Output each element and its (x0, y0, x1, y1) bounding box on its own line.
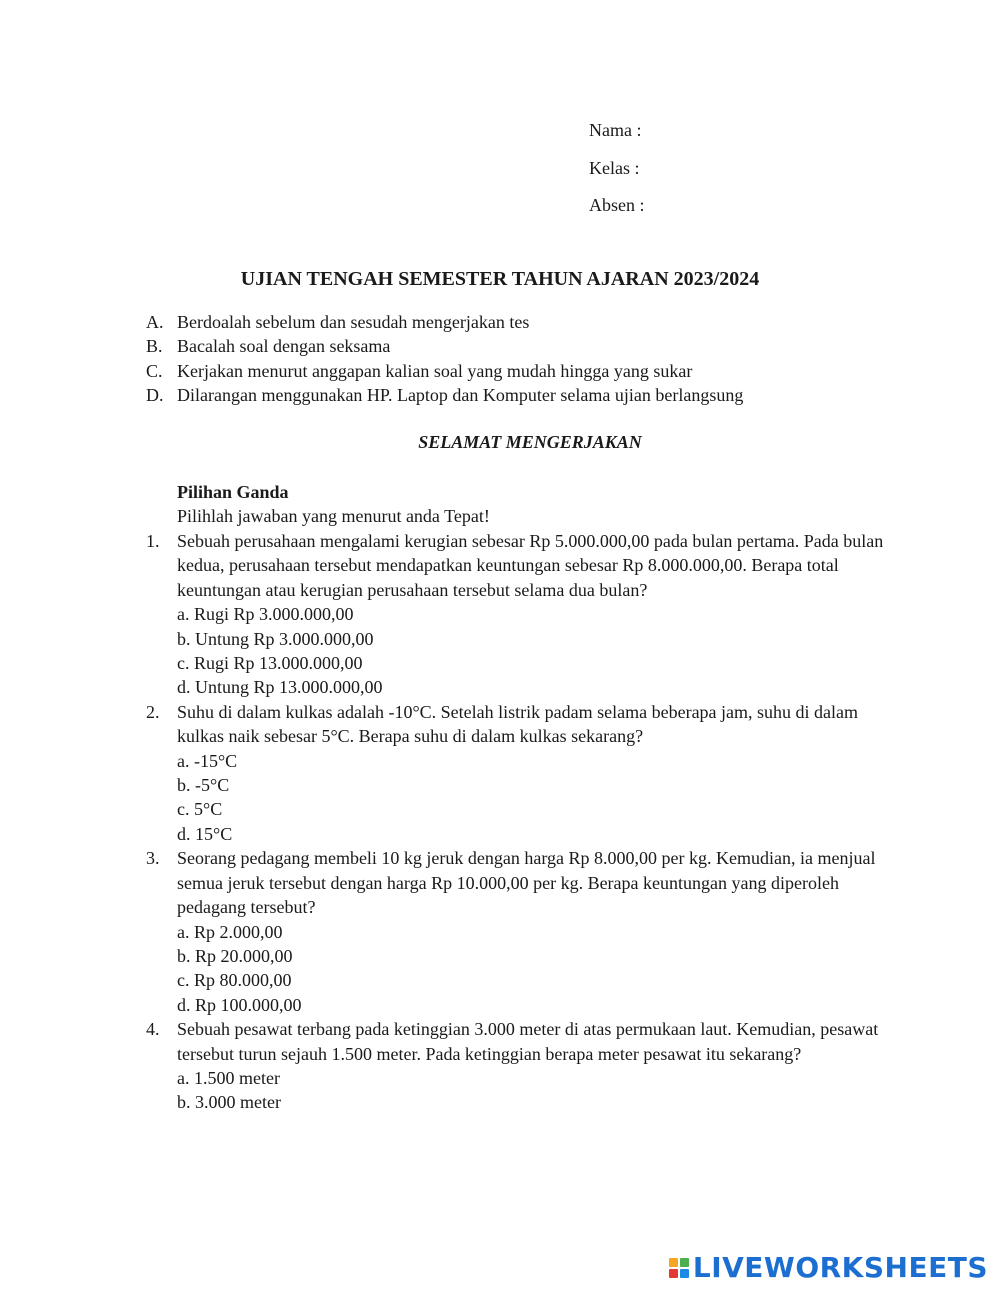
rule-text: Dilarangan menggunakan HP. Laptop dan Komputer selama ujian berlangsung (177, 384, 744, 405)
question-1 (146, 529, 886, 700)
question-number: 4. (146, 1019, 160, 1040)
question-text: Suhu di dalam kulkas adalah -10°C. Setelah listrik padam selama beberapa jam, suhu di dalam kulkas naik sebesar 5°C. Berapa suhu di dalam kulkas sekarang? (177, 701, 859, 747)
logo-square-icon (669, 1269, 678, 1278)
greeting-text: SELAMAT MENGERJAKAN (418, 432, 642, 452)
rules-list (146, 310, 743, 407)
rule-label: C. (146, 360, 163, 381)
answer-option[interactable]: d. 15°C (177, 823, 233, 844)
question-4 (146, 1017, 886, 1115)
liveworksheets-logo[interactable] (669, 1253, 988, 1283)
exam-title: UJIAN TENGAH SEMESTER TAHUN AJARAN 2023/2024 (240, 268, 760, 290)
rule-text: Bacalah soal dengan seksama (177, 336, 391, 357)
nama-label: Nama : (589, 120, 642, 140)
answer-option[interactable]: b. -5°C (177, 775, 230, 796)
rule-label: D. (146, 384, 164, 405)
rule-item (146, 310, 743, 334)
section-instruction: Pilihlah jawaban yang menurut anda Tepat! (177, 506, 490, 527)
rule-item (146, 383, 743, 407)
answer-option[interactable]: b. Untung Rp 3.000.000,00 (177, 628, 374, 649)
question-list (146, 529, 886, 1115)
question-text: Sebuah perusahaan mengalami kerugian sebesar Rp 5.000.000,00 pada bulan pertama. Pada bulan kedua, perusahaan tersebut mendapatkan keuntungan sebesar Rp 8.000.000,00. Berapa total keuntungan atau kerugian perusahaan tersebut selama dua bulan? (177, 531, 884, 600)
answer-option[interactable]: c. Rp 80.000,00 (177, 970, 292, 991)
answer-option[interactable]: b. 3.000 meter (177, 1092, 281, 1113)
question-text: Sebuah pesawat terbang pada ketinggian 3.000 meter di atas permukaan laut. Kemudian, pesawat tersebut turun sejauh 1.500 meter. Pada ketinggian berapa meter pesawat itu sekarang? (177, 1019, 879, 1064)
logo-square-icon (680, 1258, 689, 1267)
answer-option[interactable]: b. Rp 20.000,00 (177, 945, 293, 966)
absen-label: Absen : (589, 195, 645, 215)
logo-square-icon (669, 1258, 678, 1267)
section-header (177, 480, 490, 529)
logo-text: LIVEWORKSHEETS (692, 1251, 988, 1284)
question-text: Seorang pedagang membeli 10 kg jeruk dengan harga Rp 8.000,00 per kg. Kemudian, ia menjual semua jeruk tersebut dengan harga Rp 10.000,00 per kg. Berapa keuntungan yang diperoleh pedagang tersebut? (177, 848, 876, 918)
answer-option[interactable]: d. Rp 100.000,00 (177, 994, 302, 1015)
answer-option[interactable]: a. 1.500 meter (177, 1067, 280, 1088)
answer-option[interactable]: c. Rugi Rp 13.000.000,00 (177, 653, 363, 674)
answer-option[interactable]: a. Rugi Rp 3.000.000,00 (177, 604, 354, 625)
answer-option[interactable]: c. 5°C (177, 799, 223, 820)
question-3 (146, 846, 886, 1017)
rule-item (146, 334, 743, 358)
kelas-label: Kelas : (589, 157, 640, 178)
section-heading: Pilihan Ganda (177, 482, 289, 502)
question-2 (146, 700, 886, 846)
rule-item (146, 359, 743, 383)
question-number: 1. (146, 531, 160, 551)
answer-option[interactable]: d. Untung Rp 13.000.000,00 (177, 677, 383, 698)
question-number: 2. (146, 701, 160, 722)
rule-text: Kerjakan menurut anggapan kalian soal yang mudah hingga yang sukar (177, 360, 693, 381)
answer-option[interactable]: a. Rp 2.000,00 (177, 921, 283, 942)
rule-label: B. (146, 336, 163, 357)
logo-square-icon (680, 1269, 689, 1278)
logo-grid-icon (669, 1258, 689, 1278)
rule-label: A. (146, 312, 164, 332)
rule-text: Berdoalah sebelum dan sesudah mengerjakan tes (177, 312, 530, 332)
question-number: 3. (146, 848, 160, 869)
student-info-block (589, 118, 645, 231)
answer-option[interactable]: a. -15°C (177, 750, 238, 771)
